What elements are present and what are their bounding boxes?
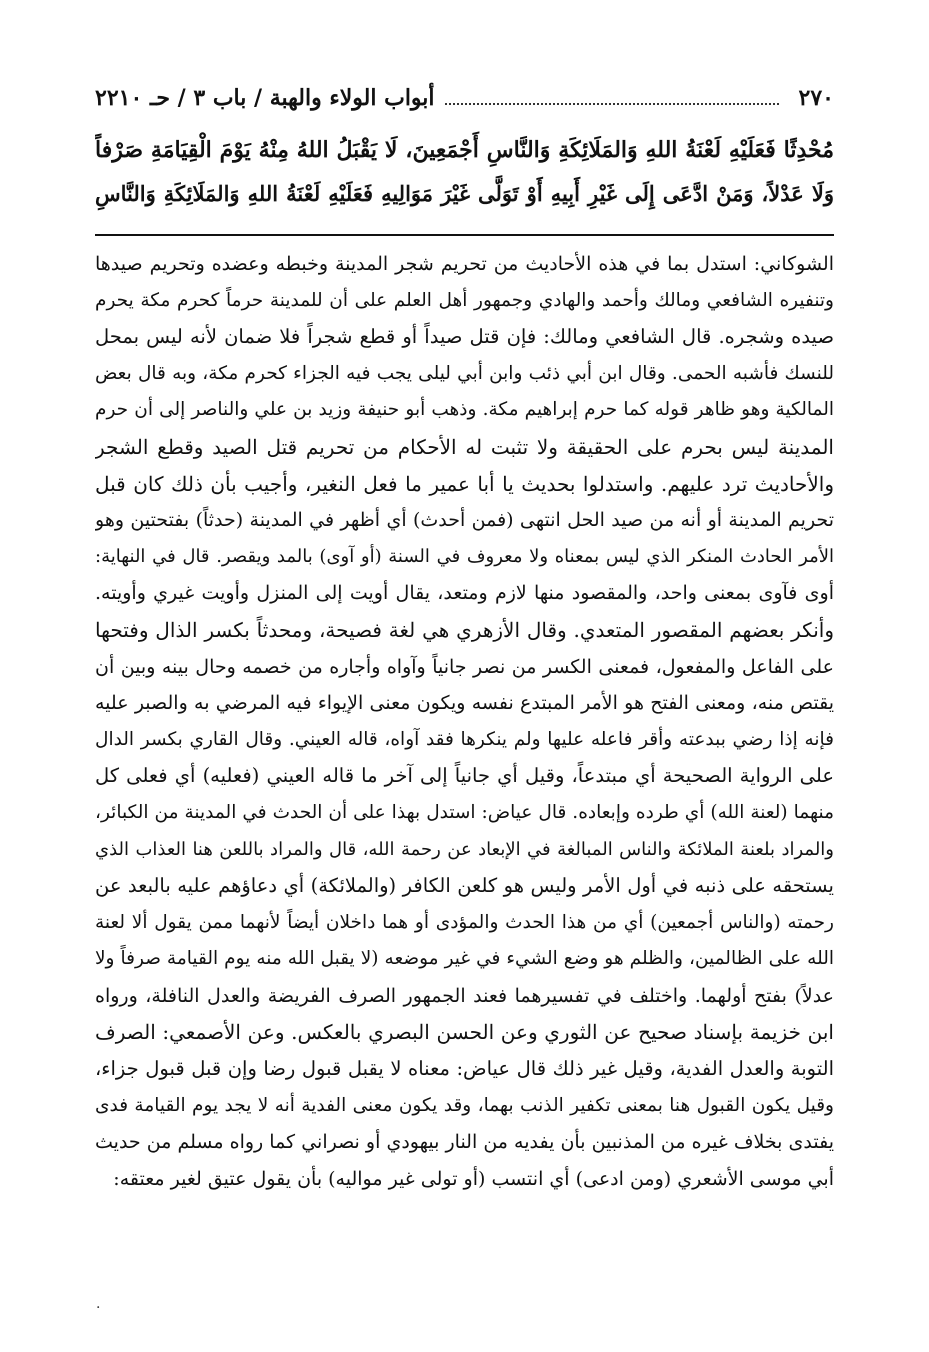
commentary-line: الأمر الحادث المنكر الذي ليس بمعناه ولا معروف في السنة (أو آوى) بالمد ويقصر. قال في النهاية:: [95, 545, 834, 567]
commentary-line: الله على الظالمين، والظلم هو وضع الشيء في غير موضعه (لا يقبل الله منه يوم القيامة صرفاً ولا: [95, 948, 834, 970]
page-number: ٢٧٠: [798, 85, 834, 111]
commentary-line: تحريم المدينة أو أنه من صيد الحل انتهى (فمن أحدث) أي أظهر في المدينة (حدثاً) بفتحتين وهو: [95, 509, 834, 532]
commentary-line: يقتص منه، ومعنى الفتح هو الأمر المبتدع نفسه ويكون معنى الإيواء فيه المرضي به والصبر عليه: [95, 692, 834, 715]
commentary-line: على الرواية الصحيحة أي مبتدعاً، وقيل أي جانياً إلى آخر ما قاله العيني (فعليه) أي فعلى كل: [95, 764, 834, 788]
commentary-line: المالكية وهو ظاهر قوله كما حرم إبراهيم مكة. وذهب أبو حنيفة وزيد بن علي والناصر إلى أن حرم: [95, 399, 834, 421]
hadith-line: وَلَا عَدْلاً، وَمَنْ ادَّعَى إِلَى غَيْرِ أَبِيهِ أَوْ تَوَلَّى غَيْرَ مَوَالِيهِ فَعَلَيْهِ لَعْنَةُ اللهِ وَالمَلَائِكَةِ وَالنَّاسِ: [95, 181, 834, 206]
commentary-line: يستحقه على ذنبه في أول الأمر وليس هو كلعن الكافر (والملائكة) أي دعاؤهم عليه بالبعد عن: [95, 874, 834, 898]
leader-dots: [445, 103, 779, 105]
commentary-line: صيده وشجره. قال الشافعي ومالك: فإن قتل صيداً أو قطع شجراً فلا ضمان لأنه ليس بمحل: [95, 325, 834, 349]
commentary-line: وتنفيره الشافعي ومالك وأحمد والهادي وجمهور أهل العلم على أن للمدينة حرماً كحرم مكة يحرم: [95, 289, 834, 311]
commentary-line: الشوكاني: استدل بما في هذه الأحاديث من تحريم شجر المدينة وخبطه وعضده وتحريم صيدها: [95, 253, 834, 275]
commentary-line: رحمته (والناس أجمعين) أي من هذا الحدث والمؤدى أو هما داخلان أيضاً لأنهما ممن يقول ألا لعنة: [95, 911, 834, 933]
commentary-line: على الفاعل والمفعول، فمعنى الكسر من نصر جانياً وآواه وأجاره من خصمه وحال بينه وبين أن: [95, 655, 834, 678]
commentary-line: فإنه إذا رضي ببدعته وأقر فاعله عليها ولم ينكرها فقد آواه، قاله العيني. وقال القاري بكسر الدال: [95, 728, 834, 750]
page-mark: ·: [96, 1300, 101, 1316]
commentary-line: وقيل يكون القبول هنا بمعنى تكفير الذنب بهما، وقد يكون معنى الفدية أنه لا يجد يوم القيامة فدى: [95, 1094, 834, 1116]
commentary-line: يفتدى بخلاف غيره من المذنبين بأن يفديه من النار بيهودي أو نصراني كما رواه مسلم من حديث: [95, 1131, 834, 1154]
commentary-line: وأنكر بعضهم المقصور المتعدي. وقال الأزهري هي لغة فصيحة، ومحدثاً بكسر الذال وفتحها: [95, 617, 834, 642]
commentary-line: ابن خزيمة بإسناد صحيح عن الثوري وعن الحسن البصري بالعكس. وعن الأصمعي: الصرف: [95, 1020, 834, 1045]
commentary-line: والمراد بلعنة الملائكة والناس المبالغة في الإبعاد عن رحمة الله، قال والمراد باللعن هنا العذاب الذي: [95, 838, 834, 860]
running-title: أبواب الولاء والهبة / باب ٣ / حـ ٢٢١٠: [95, 85, 435, 111]
commentary-line: منهما (لعنة الله) أي طرده وإبعاده. قال عياض: استدل بهذا على أن الحدث في المدينة من الكبائر،: [95, 801, 834, 823]
separator-rule: [95, 234, 834, 236]
commentary-line: أوى فآوى بمعنى واحد، والمقصود منها لازم ومتعد، يقال أويت إلى المنزل وأويت غيري وأويته.: [95, 582, 834, 605]
commentary-line: للنسك فأشبه الحمى. وقال ابن أبي ذئب وابن أبي ليلى يجب فيه الجزاء كحرم مكة، وبه قال بعض: [95, 362, 834, 384]
hadith-line: مُحْدِثًا فَعَلَيْهِ لَعْنَةُ اللهِ وَالمَلَائِكَةِ وَالنَّاسِ أَجْمَعِينَ، لَا يَقْبَلُ اللهُ مِنْهُ يَوْمَ الْقِيَامَةِ صَرْفاً: [95, 137, 834, 163]
commentary-line: التوبة والعدل الفدية، وقيل غير ذلك قال عياض: معناه لا يقبل قبول رضا وإن قبل قبول جزاء،: [95, 1057, 834, 1081]
commentary-text: [95, 246, 834, 1197]
commentary-line: عدلاً) بفتح أولهما. واختلف في تفسيرهما فعند الجمهور الصرف الفريضة والعدل النافلة، ورواه: [95, 984, 834, 1007]
commentary-line: المدينة ليس بحرم على الحقيقة ولا تثبت له الأحكام من تحريم قتل الصيد وقطع الشجر: [95, 434, 834, 459]
commentary-line: والأحاديث ترد عليهم. واستدلوا بحديث يا أبا عمير ما فعل النغير، وأجيب بأن ذلك كان قبل: [95, 471, 834, 496]
running-header: [95, 80, 834, 116]
commentary-line: أبي موسى الأشعري (ومن ادعى) أي انتسب (أو تولى غير مواليه) بأن يقول عتيق لغير معتقه:: [113, 1167, 834, 1190]
hadith-text: [95, 128, 834, 216]
